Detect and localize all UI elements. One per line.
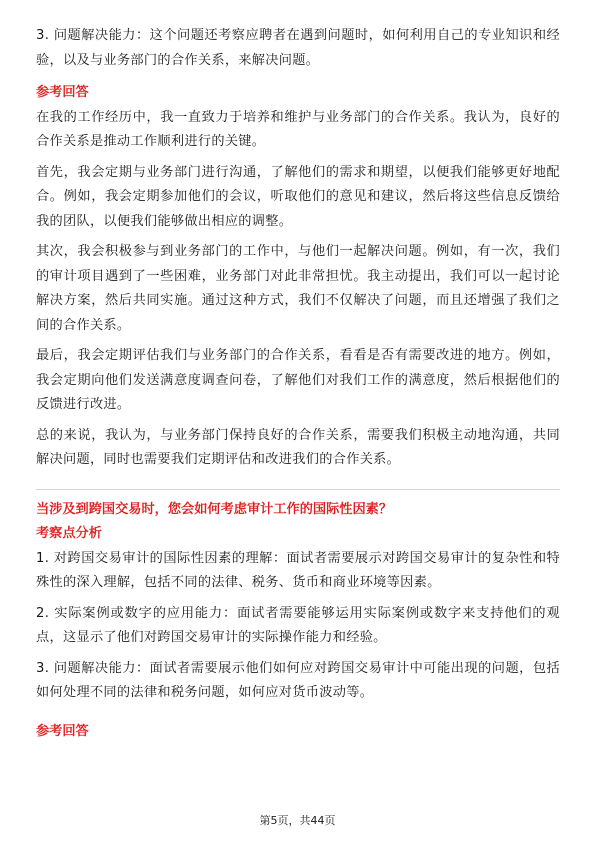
analysis-point: 2. 实际案例或数字的应用能力：面试者需要能够运用实际案例或数字来支持他们的观点，这显示了他们对跨国交易审计的实际操作能力和经验。 bbox=[36, 605, 560, 645]
analysis-heading: 考察点分析 bbox=[36, 526, 102, 541]
answer-paragraph: 在我的工作经历中，我一直致力于培养和维护与业务部门的合作关系。我认为，良好的合作关系是推动工作顺利进行的关键。 bbox=[36, 109, 560, 149]
answer-paragraph: 首先，我会定期与业务部门进行沟通，了解他们的需求和期望，以便我们能够更好地配合。例如，我会定期参加他们的会议，听取他们的意见和建议，然后将这些信息反馈给我的团队，以便我们能够做出相应的调整。 bbox=[36, 164, 560, 229]
criteria-item-3: 3. 问题解决能力：这个问题还考察应聘者在遇到问题时，如何利用自己的专业知识和经验，以及与业务部门的合作关系，来解决问题。 bbox=[36, 28, 560, 68]
reference-answer-heading: 参考回答 bbox=[36, 723, 89, 739]
answer-paragraph: 最后，我会定期评估我们与业务部门的合作关系，看看是否有需要改进的地方。例如，我会定期向他们发送满意度调查问卷，了解他们对我们工作的满意度，然后根据他们的反馈进行改进。 bbox=[36, 348, 560, 412]
analysis-point: 3. 问题解决能力：面试者需要展示他们如何应对跨国交易审计中可能出现的问题，包括如何处理不同的法律和税务问题，如何应对货币波动等。 bbox=[36, 660, 560, 700]
reference-answer-heading: 参考回答 bbox=[36, 85, 89, 100]
question-heading: 当涉及到跨国交易时，您会如何考虑审计工作的国际性因素？ bbox=[36, 501, 393, 517]
section-divider bbox=[36, 489, 560, 490]
document-page bbox=[36, 24, 560, 744]
answer-paragraph: 其次，我会积极参与到业务部门的工作中，与他们一起解决问题。例如，有一次，我们的审计项目遇到了一些困难，业务部门对此非常担忧。我主动提出，我们可以一起讨论解决方案，然后共同实施。通过这种方式，我们不仅解决了问题，而且还增强了我们之间的合作关系。 bbox=[36, 244, 560, 333]
page-number: 第5页，共44页 bbox=[259, 814, 336, 827]
analysis-point: 1. 对跨国交易审计的国际性因素的理解：面试者需要展示对跨国交易审计的复杂性和特殊性的深入理解，包括不同的法律、税务、货币和商业环境等因素。 bbox=[36, 550, 560, 590]
answer-paragraph: 总的来说，我认为，与业务部门保持良好的合作关系，需要我们积极主动地沟通，共同解决问题，同时也需要我们定期评估和改进我们的合作关系。 bbox=[36, 427, 560, 467]
